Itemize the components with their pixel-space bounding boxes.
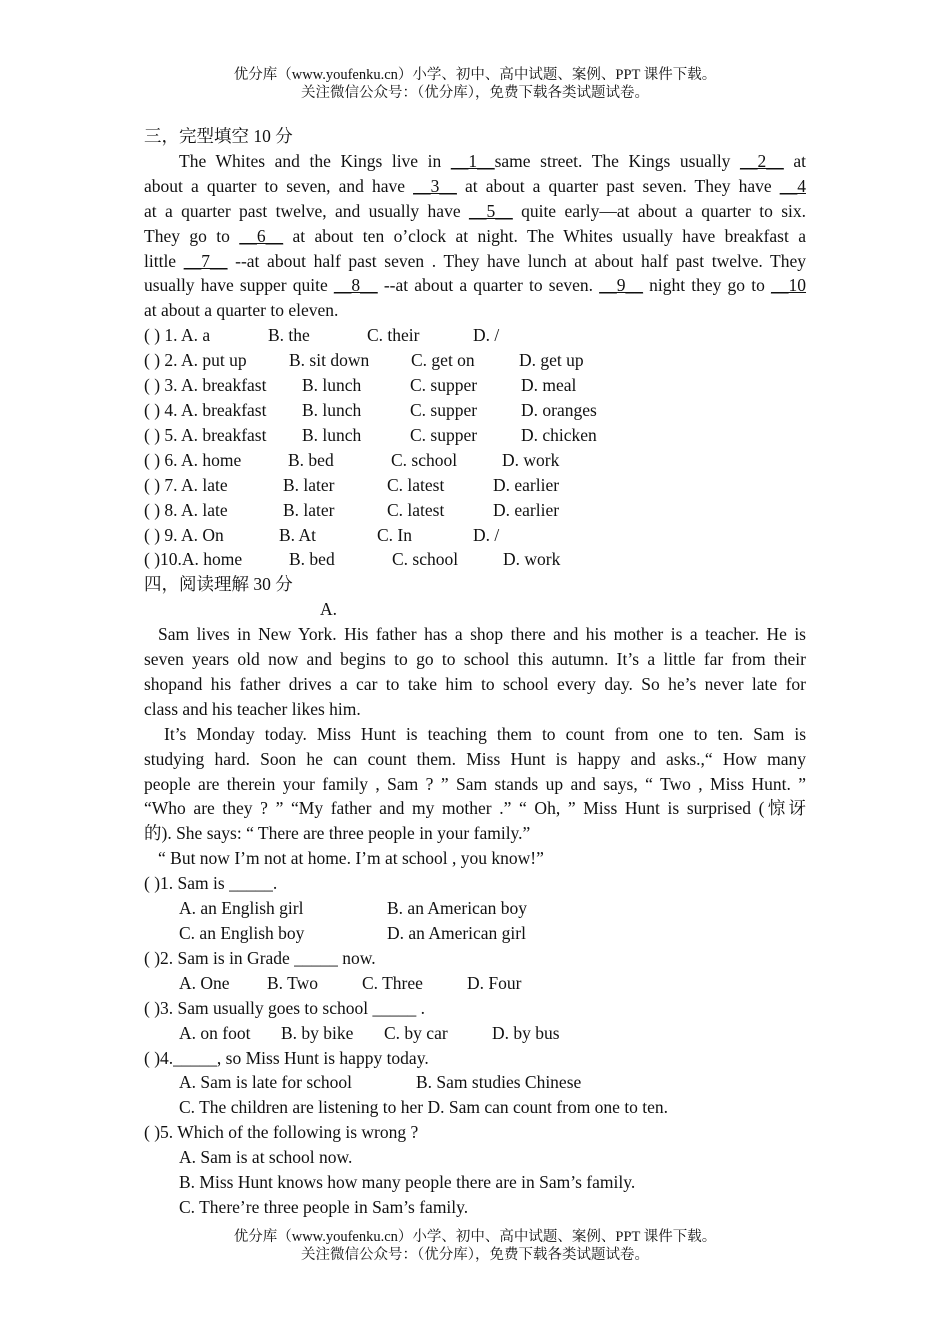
cloze-question: ( ) 5. A. breakfast B. lunch C. supper D. chicken xyxy=(144,424,597,445)
cloze-line: about a quarter to seven, and have __3__ at about a quarter past seven. They have __4 xyxy=(144,175,806,196)
question-options: A. One B. Two C. Three D. Four xyxy=(179,972,522,993)
passage-line: It’s Monday today. Miss Hunt is teaching them to count from one to ten. Sam is xyxy=(164,723,806,744)
blank-5: __5__ xyxy=(468,200,513,221)
page-footer xyxy=(0,1228,950,1264)
question-options: C. The children are listening to her D. Sam can count from one to ten. xyxy=(179,1097,669,1118)
passage-line: “Who are they ? ” “My father and my mother .” “ Oh, ” Miss Hunt is surprised (惊讶 xyxy=(144,798,806,819)
reading-passage xyxy=(144,622,806,871)
cloze-question: ( ) 4. A. breakfast B. lunch C. supper D. oranges xyxy=(144,399,597,420)
cloze-passage xyxy=(144,149,806,323)
blank-8: __8__ xyxy=(333,275,378,296)
question-stem: ( )4._____, so Miss Hunt is happy today. xyxy=(144,1047,429,1068)
header-line-2: 关注微信公众号：（优分库），免费下载各类试题试卷。 xyxy=(301,85,649,101)
passage-label: A. xyxy=(320,599,338,620)
passage-line: 的). She says: “ There are three people in your family.” xyxy=(144,823,531,844)
passage-line: people are therein your family , Sam ? ” Sam stands up and says, “ Two , Miss Hunt. ” xyxy=(144,773,806,794)
footer-line-2: 关注微信公众号：（优分库），免费下载各类试题试卷。 xyxy=(301,1247,649,1263)
cloze-question: ( )10.A. home B. bed C. school D. work xyxy=(144,549,561,570)
passage-line: shopand his father drives a car to take him to school every day. So he’s never late for xyxy=(144,673,806,694)
reading-question-1 xyxy=(144,871,806,946)
question-stem: ( )1. Sam is _____. xyxy=(144,873,278,894)
passage-line: seven years old now and begins to go to school this autumn. It’s a little far from their xyxy=(144,649,806,670)
blank-10: __10 xyxy=(771,275,807,296)
cloze-line: at a quarter past twelve, and usually have __5__ quite early—at about a quarter to six. xyxy=(144,200,806,221)
blank-4: __4 xyxy=(779,175,806,196)
cloze-line: little __7__ --at about half past seven . They have lunch at about half past twelve. They xyxy=(144,250,807,271)
question-options: A. on foot B. by bike C. by car D. by bus xyxy=(179,1022,560,1043)
section3-title: 三，完型填空 10 分 xyxy=(144,126,293,146)
question-stem: ( )2. Sam is in Grade _____ now. xyxy=(144,947,376,968)
cloze-questions xyxy=(144,323,806,572)
cloze-line: The Whites and the Kings live in __1__same street. The Kings usually __2__ at xyxy=(179,150,806,171)
blank-9: __9__ xyxy=(599,275,643,296)
cloze-question: ( ) 9. A. On B. At C. In D. / xyxy=(144,524,500,545)
question-option: C. There’re three people in Sam’s family. xyxy=(179,1196,469,1217)
cloze-question: ( ) 6. A. home B. bed C. school D. work xyxy=(144,449,560,470)
question-stem: ( )3. Sam usually goes to school _____ . xyxy=(144,997,425,1018)
blank-2: __2__ xyxy=(740,150,784,171)
cloze-question: ( ) 1. A. a B. the C. their D. / xyxy=(144,325,500,346)
blank-7: __7__ xyxy=(183,250,228,271)
question-options: C. an English boy D. an American girl xyxy=(179,923,526,943)
cloze-line: They go to __6__ at about ten o’clock at night. The Whites usually have breakfast a xyxy=(144,225,806,246)
header-line-1: 优分库（www.youfenku.cn）小学、初中、高中试题、案例、PPT 课件下载。 xyxy=(233,67,717,83)
blank-3: __3__ xyxy=(413,175,457,196)
page-header xyxy=(0,66,950,102)
footer-line-1: 优分库（www.youfenku.cn）小学、初中、高中试题、案例、PPT 课件下载。 xyxy=(233,1229,717,1245)
cloze-question: ( ) 8. A. late B. later C. latest D. earlier xyxy=(144,499,560,520)
passage-line: “ But now I’m not at home. I’m at school , you know!” xyxy=(158,848,544,869)
reading-question-5 xyxy=(144,1120,806,1220)
blank-6: __6__ xyxy=(239,225,284,246)
passage-line: class and his teacher likes him. xyxy=(144,698,361,719)
cloze-line: at about a quarter to eleven. xyxy=(144,300,339,321)
main-content xyxy=(144,124,806,1220)
cloze-line: usually have supper quite __8__ --at about a quarter to seven. __9__ night they go to __10 xyxy=(144,275,807,296)
question-options: A. Sam is late for school B. Sam studies Chinese xyxy=(179,1072,582,1093)
cloze-question: ( ) 2. A. put up B. sit down C. get on D. get up xyxy=(144,350,584,371)
passage-line: studying hard. Soon he can count them. Miss Hunt is happy and asks.,“ How many xyxy=(144,748,806,769)
reading-question-3 xyxy=(144,996,806,1046)
passage-line: Sam lives in New York. His father has a shop there and his mother is a teacher. He is xyxy=(158,624,806,645)
question-option: B. Miss Hunt knows how many people there are in Sam’s family. xyxy=(179,1172,636,1193)
cloze-question: ( ) 3. A. breakfast B. lunch C. supper D. meal xyxy=(144,375,577,396)
reading-question-2 xyxy=(144,946,806,996)
question-stem: ( )5. Which of the following is wrong ? xyxy=(144,1122,419,1143)
cloze-question: ( ) 7. A. late B. later C. latest D. earlier xyxy=(144,474,560,495)
reading-question-4 xyxy=(144,1046,806,1121)
section4-title: 四，阅读理解 30 分 xyxy=(144,574,293,595)
question-options: A. an English girl B. an American boy xyxy=(179,898,527,919)
blank-1: __1__ xyxy=(450,150,495,171)
question-option: A. Sam is at school now. xyxy=(179,1147,353,1168)
